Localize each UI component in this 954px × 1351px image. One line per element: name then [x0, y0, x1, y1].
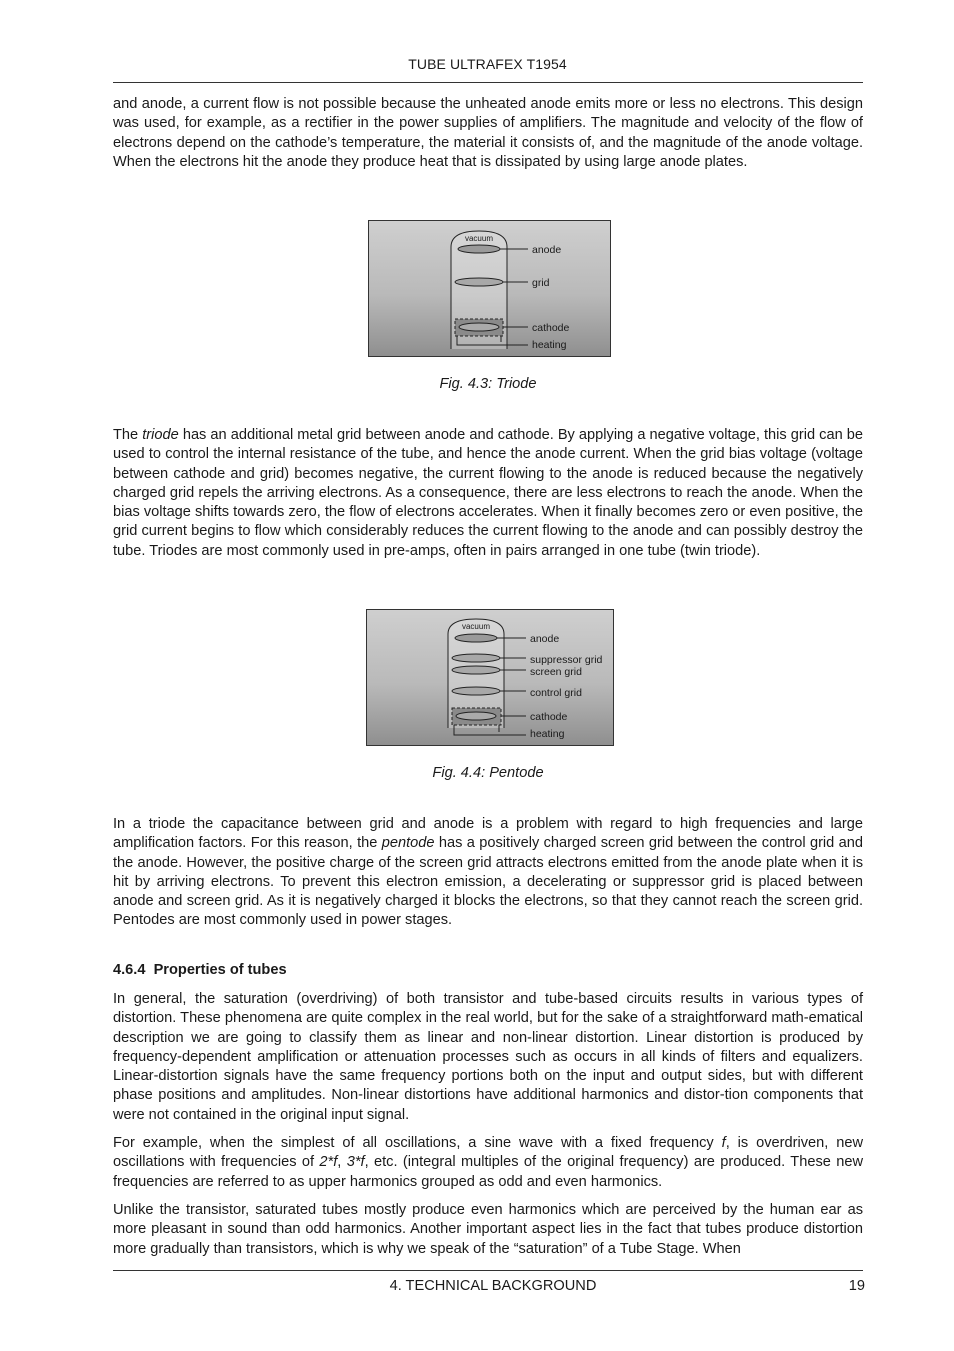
paragraph-distortion: In general, the saturation (overdriving) of both transistor and tube-based circuits results in various types of distortion. These phenomena are quite complex in the real world, but for the sake of a straightforward math-ematical description we are going to classify them as linear and non-linear distortion. Linear distortion is produced by frequency-dependent amplification or attenuation processes such as occurs in all kinds of filters and equalizers. Linear-distortion signals have the same frequency portions both on the input and output sides, but with different phase positions and amplitudes. Non-linear distortions have additional harmonics and distor-tion components that were not contained in the original input signal. — [113, 991, 863, 1123]
header-rule — [113, 82, 863, 83]
pentode-cathode — [456, 712, 496, 720]
paragraph-triode: The triode has an additional metal grid between anode and cathode. By applying a negative voltage, this grid can be used to control the internal resistance of the tube, and hence the anode current. When the grid bias voltage (voltage between cathode and grid) becomes negative, the current flowing to the anode is reduced because the negatively charged grid repels the arriving electrons. As a consequence, there are less electrons to reach the anode. When the bias voltage shifts towards zero, the flow of electrons accelerates. When it finally becomes zero or even positive, the grid current begins to flow which considerably reduces the current flowing to the anode and can possibly destroy the tube. Triodes are most commonly used in pre-amps, often in pairs arranged in one tube (twin triode). — [113, 427, 864, 559]
pentode-screen-label: screen grid — [530, 666, 582, 678]
pentode-anode-plate — [455, 634, 497, 642]
pentode-vacuum-label: vacuum — [461, 622, 491, 631]
pentode-caption: Fig. 4.4: Pentode — [432, 765, 544, 781]
triode-anode-plate — [458, 245, 500, 253]
triode-cathode — [459, 323, 499, 331]
paragraph-sine-example: For example, when the simplest of all oscillations, a sine wave with a fixed frequency f, is overdriven, new oscillations with frequencies of 2*f, 3*f, etc. (integral multiples of the original frequency) are produced. These new frequencies are referred to as upper harmonics grouped as odd and even harmonics. — [113, 1135, 863, 1190]
page-number: 19 — [848, 1278, 865, 1294]
pentode-anode-label: anode — [530, 633, 560, 645]
triode-vacuum-label: vacuum — [464, 234, 494, 243]
pentode-figure — [366, 609, 614, 746]
paragraph-even-harmonics: Unlike the transistor, saturated tubes mostly produce even harmonics which are perceived by the human ear as more pleasant in sound than odd harmonics. Another important aspect lies in the fact that tubes produce distortion more gradually than transistors, which is why we speak of the “saturation” of a Tube Stage. When — [113, 1202, 863, 1257]
triode-grid — [455, 278, 503, 286]
pentode-control-label: control grid — [530, 687, 582, 699]
triode-grid-label: grid — [532, 277, 550, 289]
triode-anode-label: anode — [532, 244, 562, 256]
section-number: 4.6.4 — [113, 962, 146, 978]
triode-caption: Fig. 4.3: Triode — [439, 376, 537, 392]
footer-rule — [113, 1270, 863, 1271]
triode-cathode-label: cathode — [532, 322, 570, 334]
pentode-screen-grid — [452, 666, 500, 674]
footer-chapter: 4. TECHNICAL BACKGROUND — [389, 1278, 597, 1294]
section-heading — [113, 962, 287, 978]
pentode-control-grid — [452, 687, 500, 695]
pentode-suppressor-grid — [452, 654, 500, 662]
pentode-cathode-label: cathode — [530, 711, 568, 723]
triode-figure — [368, 220, 611, 357]
section-title: Properties of tubes — [153, 962, 287, 978]
triode-heating-label: heating — [532, 339, 567, 351]
pentode-heating-label: heating — [530, 728, 565, 740]
paragraph-pentode: In a triode the capacitance between grid and anode is a problem with regard to high frequencies and large amplification factors. For this reason, the pentode has a positively charged screen grid between the control grid and the anode. However, the positive charge of the screen grid attracts electrons emitted from the anode plate when it is hit by arriving electrons. To prevent this electron emission, a decelerating or suppressor grid is placed between anode and screen grid. As it is negatively charged it blocks the electrons, so that they cannot reach the screen grid. Pentodes are most commonly used in power stages. — [113, 816, 864, 929]
running-header: TUBE ULTRAFEX T1954 — [408, 56, 567, 72]
paragraph-anode-intro: and anode, a current flow is not possible because the unheated anode emits more or less no electrons. This design was used, for example, as a rectifier in the power supplies of amplifiers. The magnitude and velocity of the flow of electrons depend on the cathode’s temperature, the material it consists of, and the magnitude of the anode voltage. When the electrons hit the anode they produce heat that is dissipated by using large anode plates. — [113, 96, 863, 170]
pentode-suppressor-label: suppressor grid — [530, 654, 603, 666]
